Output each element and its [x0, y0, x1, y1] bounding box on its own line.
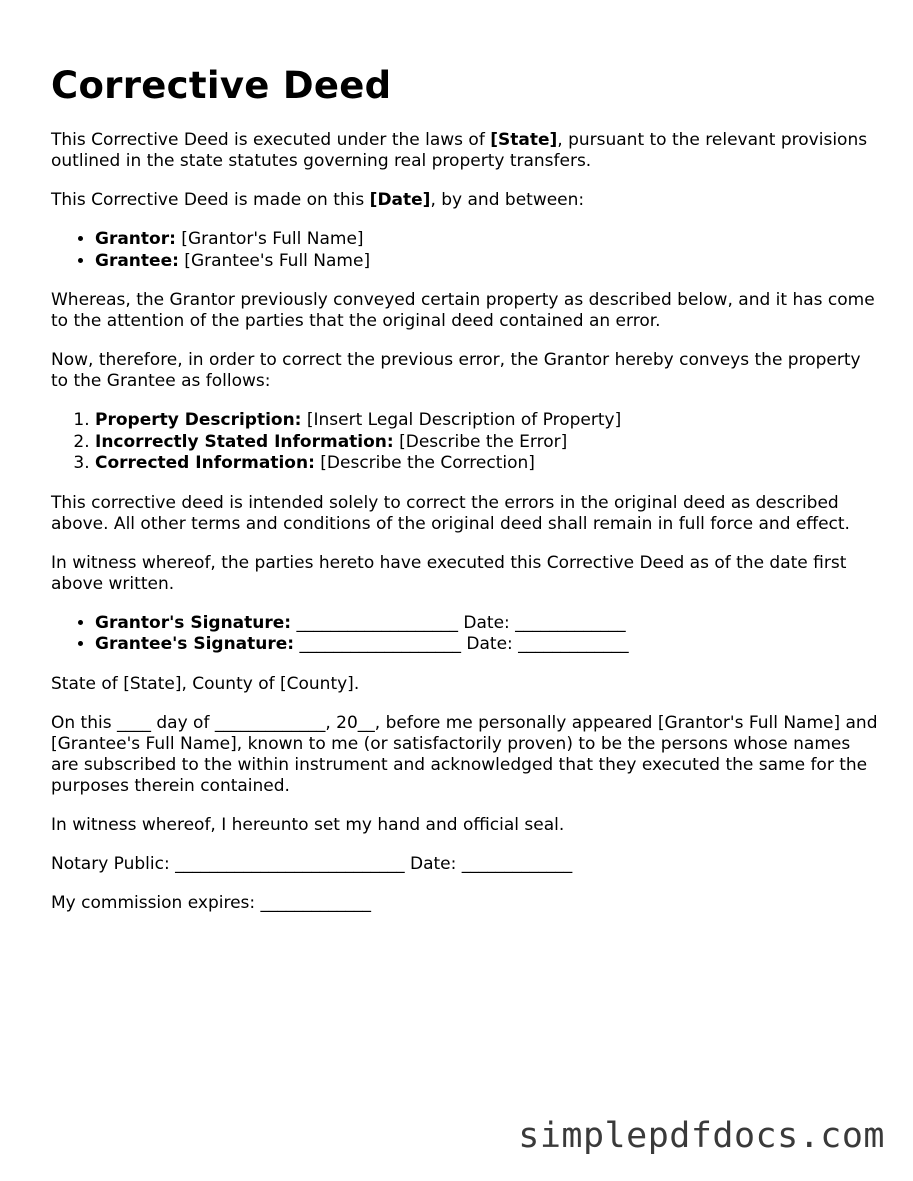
date-placeholder: [Date]	[369, 190, 431, 210]
intro-post: , pursuant to the relevant provisions outlined in the state statutes governing real property transfers.	[51, 130, 868, 171]
signature-line: ___________________ Date: _____________	[291, 612, 626, 633]
witness-paragraph: In witness whereof, the parties hereto have executed this Corrective Deed as of the date first above written.	[51, 552, 847, 594]
correction-value: [Describe the Correction]	[314, 453, 535, 473]
list-item	[95, 410, 881, 432]
correction-value: [Describe the Error]	[393, 431, 568, 452]
document-page	[51, 64, 881, 932]
made-on-post: , by and between:	[430, 190, 585, 210]
signature-line: ___________________ Date: _____________	[294, 634, 629, 654]
list-item	[95, 613, 881, 635]
signatures-list	[51, 613, 881, 656]
intro-paragraph	[51, 130, 881, 172]
corrections-list	[51, 410, 881, 475]
commission-line: My commission expires: _____________	[51, 892, 372, 913]
intent-paragraph: This corrective deed is intended solely to correct the errors in the original deed as described above. All other terms and conditions of the original deed shall remain in full force and effect.	[51, 492, 850, 534]
parties-list	[51, 229, 881, 272]
signature-label: Grantee's Signature:	[95, 634, 295, 654]
party-value: [Grantee's Full Name]	[178, 250, 371, 271]
list-item	[95, 453, 881, 475]
seal-paragraph: In witness whereof, I hereunto set my hand and official seal.	[51, 814, 565, 835]
whereas-paragraph: Whereas, the Grantor previously conveyed certain property as described below, and it has come to the attention of the parties that the original deed contained an error.	[51, 290, 875, 331]
party-label: Grantee:	[95, 250, 179, 271]
notary-line: Notary Public: ___________________________ Date: _____________	[51, 853, 573, 874]
made-on-pre: This Corrective Deed is made on this	[51, 190, 370, 210]
list-item	[95, 251, 881, 273]
intro-pre: This Corrective Deed is executed under the laws of	[51, 130, 491, 150]
correction-label: Property Description:	[95, 410, 302, 430]
page-title: Corrective Deed	[51, 64, 392, 107]
correction-label: Corrected Information:	[95, 453, 315, 473]
now-therefore-paragraph: Now, therefore, in order to correct the previous error, the Grantor hereby conveys the property to the Grantee as follows:	[51, 350, 861, 391]
party-label: Grantor:	[95, 229, 176, 249]
watermark: simplepdfdocs.com	[518, 1116, 885, 1156]
state-placeholder: [State]	[490, 130, 558, 150]
acknowledgment-paragraph: On this ____ day of _____________, 20__, before me personally appeared [Grantor's Full Name] and [Grantee's Full Name], known to me (or satisfactorily proven) to be the persons whose names are subscribed to the within instrument and acknowledged that they executed the same for the purposes therein contained.	[51, 712, 878, 796]
list-item	[95, 432, 881, 454]
signature-label: Grantor's Signature:	[95, 612, 292, 633]
list-item	[95, 634, 881, 656]
made-on-paragraph	[51, 190, 881, 211]
correction-value: [Insert Legal Description of Property]	[301, 410, 622, 430]
venue-paragraph: State of [State], County of [County].	[51, 673, 360, 694]
correction-label: Incorrectly Stated Information:	[95, 431, 394, 452]
list-item	[95, 229, 881, 251]
party-value: [Grantor's Full Name]	[175, 229, 364, 249]
